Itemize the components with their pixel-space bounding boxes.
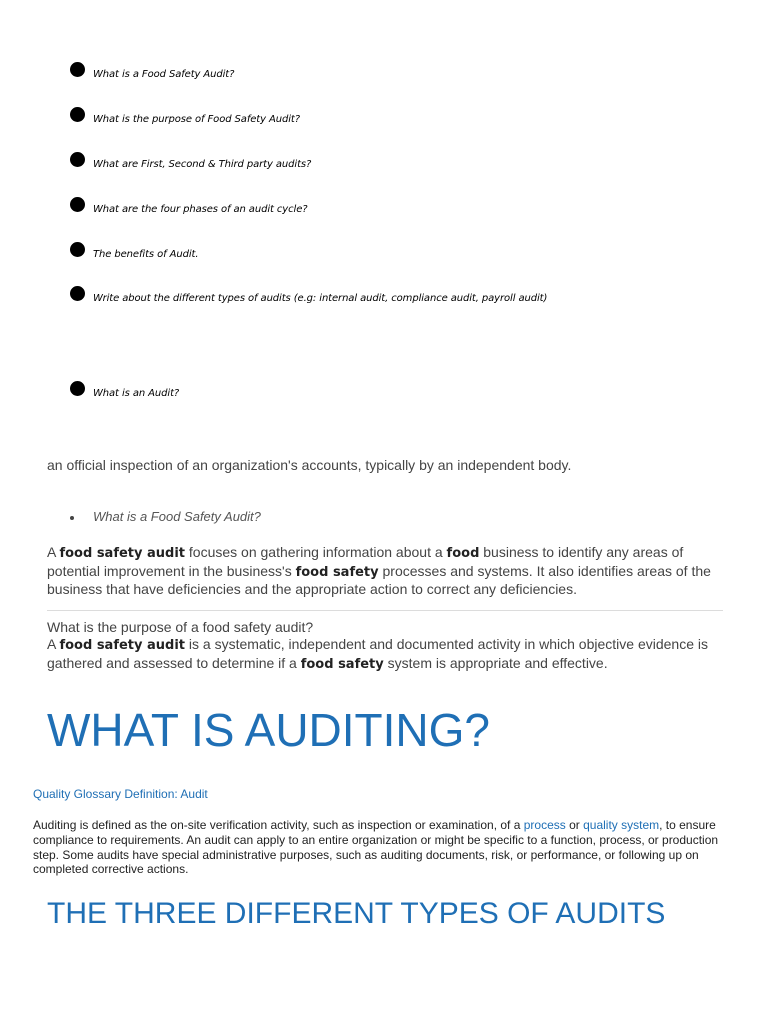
heading-three-types-of-audits: THE THREE DIFFERENT TYPES OF AUDITS: [47, 897, 666, 930]
audit-definition: an official inspection of an organization's accounts, typically by an independent body.: [47, 457, 572, 473]
question-text: The benefits of Audit.: [93, 249, 199, 260]
heading-what-is-auditing: WHAT IS AUDITING?: [47, 704, 491, 756]
divider: [47, 610, 723, 611]
bold-term: food safety audit: [59, 546, 186, 561]
question-text: What is an Audit?: [93, 388, 180, 399]
auditing-paragraph: Auditing is defined as the on-site verification activity, such as inspection or examination, of a process or quality system, to ensure compliance to requirements. An audit can apply to an entire organization or might be specific to a function, process, or production step. Some audits have special administrative purposes, such as auditing documents, risk, or performance, or following up on completed corrective actions.: [33, 818, 719, 877]
quality-system-link[interactable]: quality system: [583, 818, 660, 832]
bullet-icon: [70, 381, 85, 396]
food-safety-paragraph: A food safety audit focuses on gathering information about a food business to identify any areas of potential improvement in the business's food safety processes and systems. It also identifies areas of the business that have deficiencies and the appropriate action to correct any deficiencies.: [47, 544, 711, 598]
bullet-icon: [70, 516, 74, 520]
bullet-icon: [70, 242, 85, 257]
sub-question-text: What is a Food Safety Audit?: [93, 509, 261, 524]
process-link[interactable]: process: [523, 818, 566, 832]
question-text: Write about the different types of audits (e.g: internal audit, compliance audit, payroll audit): [93, 293, 548, 304]
bold-term: food safety: [300, 656, 384, 672]
bold-term: food safety audit: [59, 638, 186, 653]
bullet-icon: [70, 107, 85, 122]
question-text: What is a Food Safety Audit?: [93, 69, 235, 80]
question-text: What are First, Second & Third party audits?: [93, 159, 312, 170]
bullet-icon: [70, 286, 85, 301]
question-text: What are the four phases of an audit cycle?: [93, 204, 308, 215]
purpose-paragraph: A food safety audit is a systematic, independent and documented activity in which objective evidence is gathered and assessed to determine if a food safety system is appropriate and effective.: [47, 636, 708, 672]
bold-term: food: [446, 546, 480, 561]
bullet-icon: [70, 152, 85, 167]
purpose-question: What is the purpose of a food safety audit?: [47, 619, 314, 635]
bullet-icon: [70, 62, 85, 77]
glossary-link[interactable]: Quality Glossary Definition: Audit: [33, 787, 208, 801]
question-text: What is the purpose of Food Safety Audit?: [93, 114, 300, 125]
bullet-icon: [70, 197, 85, 212]
bold-term: food safety: [295, 564, 379, 580]
